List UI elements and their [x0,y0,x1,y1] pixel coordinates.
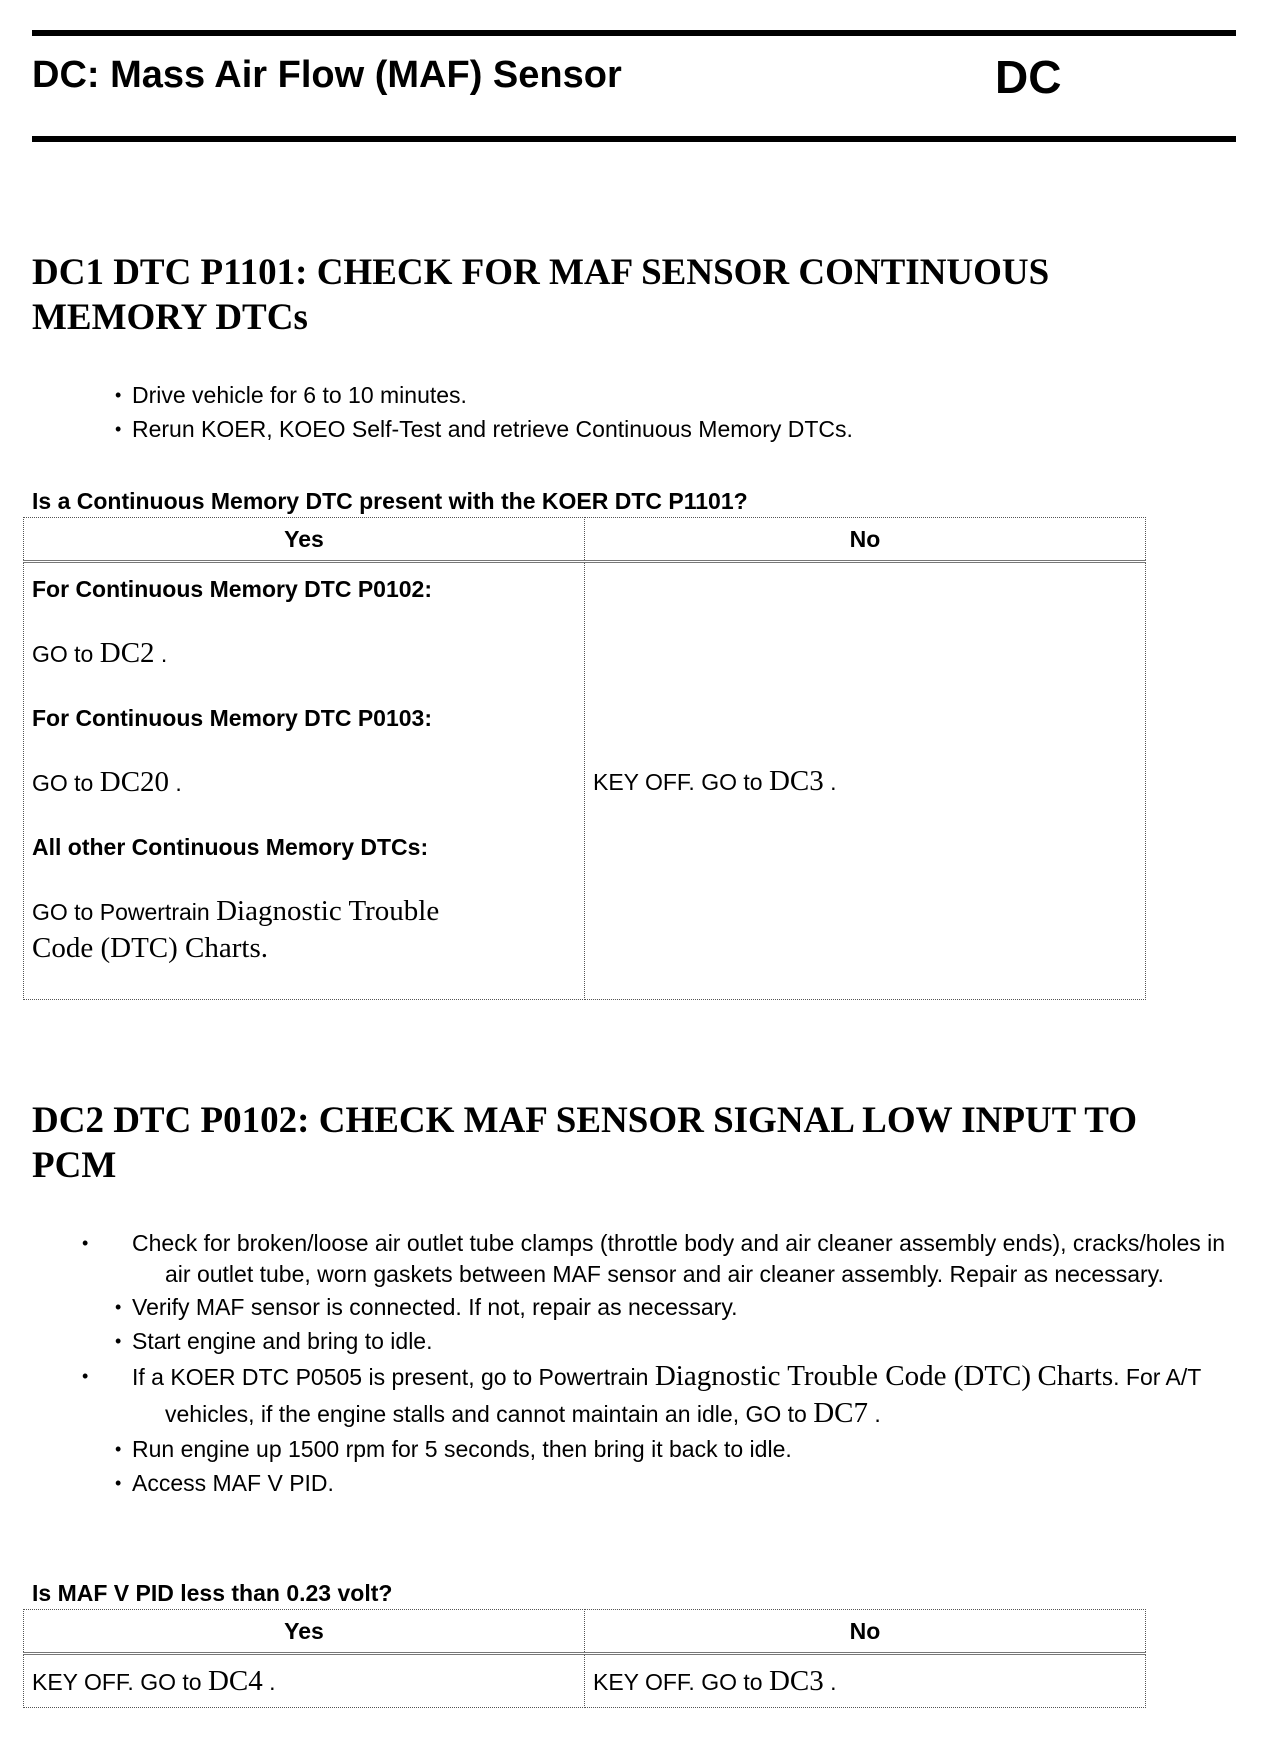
dc1-no-header: No [585,518,1146,562]
section-code: DC [995,51,1062,103]
dc2-heading-line1: DC2 DTC P0102: CHECK MAF SENSOR SIGNAL LOW INPUT TO [32,1100,1138,1141]
dc1-yes-go-charts: GO to Powertrain Diagnostic Trouble Code (DTC) Charts. [32,895,440,964]
dc7-link[interactable]: DC7 [813,1397,869,1429]
dtc-charts-link-a[interactable]: Diagnostic Trouble [216,895,440,927]
dc1-yes-label-p0102: For Continuous Memory DTC P0102: [32,576,432,602]
dtc-charts-link-d[interactable]: Charts [1037,1360,1114,1392]
key-off-text: KEY OFF. GO to [32,1668,202,1695]
dc3-link[interactable]: DC3 [768,1664,824,1697]
dc1-step: • Rerun KOER, KOEO Self-Test and retrieve Continuous Memory DTCs. [115,412,1235,446]
page-title: DC: Mass Air Flow (MAF) Sensor [32,54,622,96]
dtc-charts-link-b[interactable]: Code (DTC) Charts [32,932,261,964]
go-to-text: GO to [32,770,94,796]
step4-text: If a KOER DTC P0505 is present, go to Powertrain [132,1364,649,1390]
dc1-yes-header: Yes [24,518,585,562]
dc1-answer-table [23,517,1146,1000]
dc2-question: Is MAF V PID less than 0.23 volt? [32,1580,393,1606]
dc2-yes-cell: KEY OFF. GO to DC4 . [24,1654,585,1708]
dc1-yes-label-p0103: For Continuous Memory DTC P0103: [32,705,432,731]
step4-text: . For A/T vehicles, if the engine stalls and cannot maintain an idle, GO to [165,1364,1201,1427]
dc2-heading [32,1098,1212,1188]
dc2-step: • Check for broken/loose air outlet tube clamps (throttle body and air cleaner assembly ends), cracks/holes in air outlet tube, worn gaskets between MAF sensor and air cleaner assembly. Repair as necessary. [115,1228,1235,1290]
header-bottom-rule [32,136,1236,142]
key-off-text: KEY OFF. GO to [593,768,763,795]
dc2-link[interactable]: DC2 [99,637,155,669]
dc2-heading-line2: PCM [32,1145,117,1186]
dc1-yes-go-dc20: GO to DC20 . [32,766,182,798]
dc1-yes-label-other: All other Continuous Memory DTCs: [32,834,429,860]
dc2-no-header: No [585,1610,1146,1654]
dc1-heading-line2: MEMORY DTCs [32,297,308,338]
dc1-question: Is a Continuous Memory DTC present with the KOER DTC P1101? [32,488,748,514]
dc3-link[interactable]: DC3 [768,764,824,797]
dc2-no-cell: KEY OFF. GO to DC3 . [585,1654,1146,1708]
dtc-charts-link-c[interactable]: Diagnostic Trouble Code (DTC) [654,1360,1032,1392]
dc1-heading [32,250,1212,340]
dc1-yes-go-dc2: GO to DC2 . [32,637,168,669]
dc1-steps [115,378,1235,446]
dc2-step: • If a KOER DTC P0505 is present, go to Powertrain Diagnostic Trouble Code (DTC) Charts. For A/T vehicles, if the engine stalls and cannot maintain an idle, GO to DC7 . [115,1358,1235,1432]
dc20-link[interactable]: DC20 [99,766,170,798]
dc2-step: • Access MAF V PID. [115,1466,1235,1500]
dc1-step: • Drive vehicle for 6 to 10 minutes. [115,378,1235,412]
dc2-step: • Start engine and bring to idle. [115,1324,1235,1358]
dc2-step: • Verify MAF sensor is connected. If not, repair as necessary. [115,1290,1235,1324]
go-to-text: GO to [32,641,94,667]
header-top-rule [32,30,1236,36]
dc2-step: • Run engine up 1500 rpm for 5 seconds, then bring it back to idle. [115,1432,1235,1466]
dc4-link[interactable]: DC4 [207,1664,263,1697]
dc1-heading-line1: DC1 DTC P1101: CHECK FOR MAF SENSOR CONTINUOUS [32,252,1050,293]
dc1-yes-cell [24,562,585,1000]
key-off-text: KEY OFF. GO to [593,1668,763,1695]
dc2-answer-table [23,1609,1146,1708]
dc2-yes-header: Yes [24,1610,585,1654]
dc1-no-cell: KEY OFF. GO to DC3 . [585,562,1146,1000]
go-to-text: GO to Powertrain [32,899,210,925]
dc2-steps [115,1228,1235,1500]
